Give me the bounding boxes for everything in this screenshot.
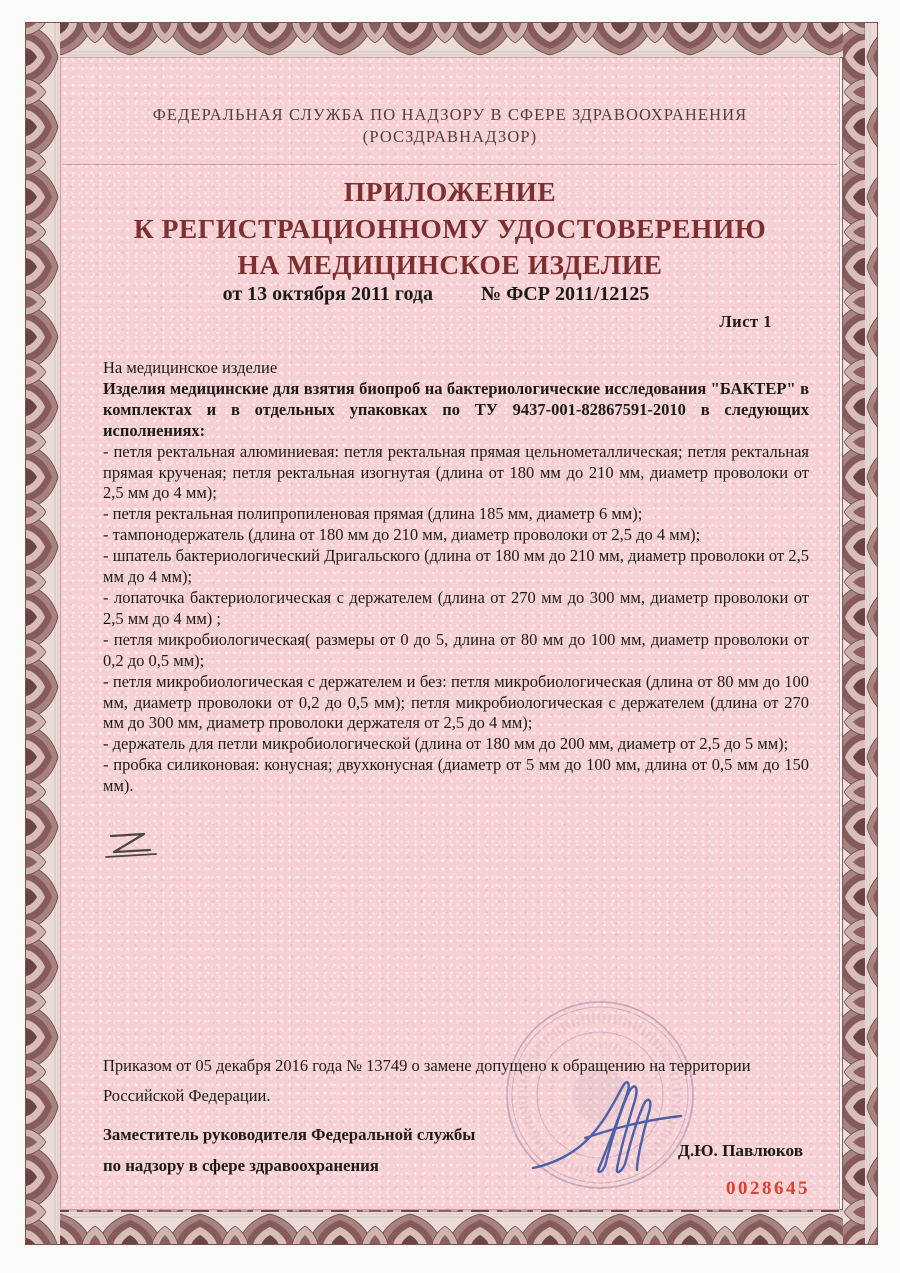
list-item: - тампонодержатель (длина от 180 мм до 210 мм, диаметр проволоки от 2,5 до 4 мм); [103, 525, 701, 545]
list-item: - шпатель бактериологический Дригальского (длина от 180 мм до 210 мм, диаметр проволоки от 2,5 мм до 4 мм); [103, 546, 809, 587]
title-line-2: К РЕГИСТРАЦИОННОМУ УДОСТОВЕРЕНИЮ [133, 212, 767, 244]
serial-number: 0028645 [726, 1178, 810, 1199]
signer-title-line-2: по надзору в сфере здравоохранения [103, 1155, 379, 1175]
pen-mark-icon [104, 830, 162, 862]
title-line-1: ПРИЛОЖЕНИЕ [343, 176, 557, 207]
document-body [103, 358, 809, 797]
list-item: - лопаточка бактериологическая с держателем (длина от 270 мм до 300 мм, диаметр проволоки от 2,5 мм до 4 мм) ; [103, 587, 809, 628]
list-item: - держатель для петли микробиологической (длина от 180 мм до 200 мм, диаметр от 2,5 до 5 мм); [103, 734, 789, 754]
header-divider [63, 164, 837, 165]
agency-name [60, 104, 840, 148]
agency-short-name: (РОСЗДРАВНАДЗОР) [362, 127, 538, 146]
list-item: - петля микробиологическая( размеры от 0 до 5, длина от 80 мм до 100 мм, диаметр проволоки от 0,2 до 0,5 мм); [103, 629, 809, 670]
document-title [60, 174, 840, 284]
title-line-3: НА МЕДИЦИНСКОЕ ИЗДЕЛИЕ [237, 249, 663, 280]
signature-icon [527, 1072, 687, 1184]
list-item: - пробка силиконовая: конусная; двухконусная (диаметр от 5 мм до 100 мм, длина от 0,5 мм до 150 мм). [103, 755, 809, 796]
agency-line: ФЕДЕРАЛЬНАЯ СЛУЖБА ПО НАДЗОРУ В СФЕРЕ ЗДРАВООХРАНЕНИЯ [152, 105, 748, 124]
intro-line: На медицинское изделие [103, 358, 278, 377]
list-item: - петля ректальная полипропиленовая прямая (длина 185 мм, диаметр 6 мм); [103, 504, 643, 524]
date-number-row [0, 283, 886, 306]
list-item: - петля ректальная алюминиевая: петля ректальная прямая цельнометаллическая; петля ректальная прямая крученая; петля ректальная изогнутая (длина от 180 мм до 210 мм, диаметр проволоки от 2,5 мм до 4 мм); [103, 441, 809, 503]
signer-title-line-1: Заместитель руководителя Федеральной службы [103, 1125, 476, 1144]
product-name: Изделия медицинские для взятия биопроб на бактериологические исследования "БАКТЕР" в комплектах и в отдельных упаковках по ТУ 9437-001-82867591-2010 в следующих исполнениях: [103, 378, 809, 440]
signer-title [103, 1120, 475, 1181]
order-paragraph: Приказом от 05 декабря 2016 года № 13749 о замене допущено к обращению на территории Российской Федерации. [103, 1056, 751, 1105]
registration-number: № ФСР 2011/12125 [481, 283, 650, 305]
sheet-number: Лист 1 [719, 312, 772, 331]
signer-name: Д.Ю. Павлюков [678, 1141, 803, 1160]
issue-date: от 13 октября 2011 года [222, 283, 434, 305]
list-item: - петля микробиологическая с держателем и без: петля микробиологическая (длина от 80 мм до 100 мм, диаметр проволоки от 0,2 до 0,5 мм); петля микробиологическая с держателем (длина от 270 мм до 300 мм, диаметр проволоки держателя от 2,5 до 4 мм); [103, 671, 809, 733]
